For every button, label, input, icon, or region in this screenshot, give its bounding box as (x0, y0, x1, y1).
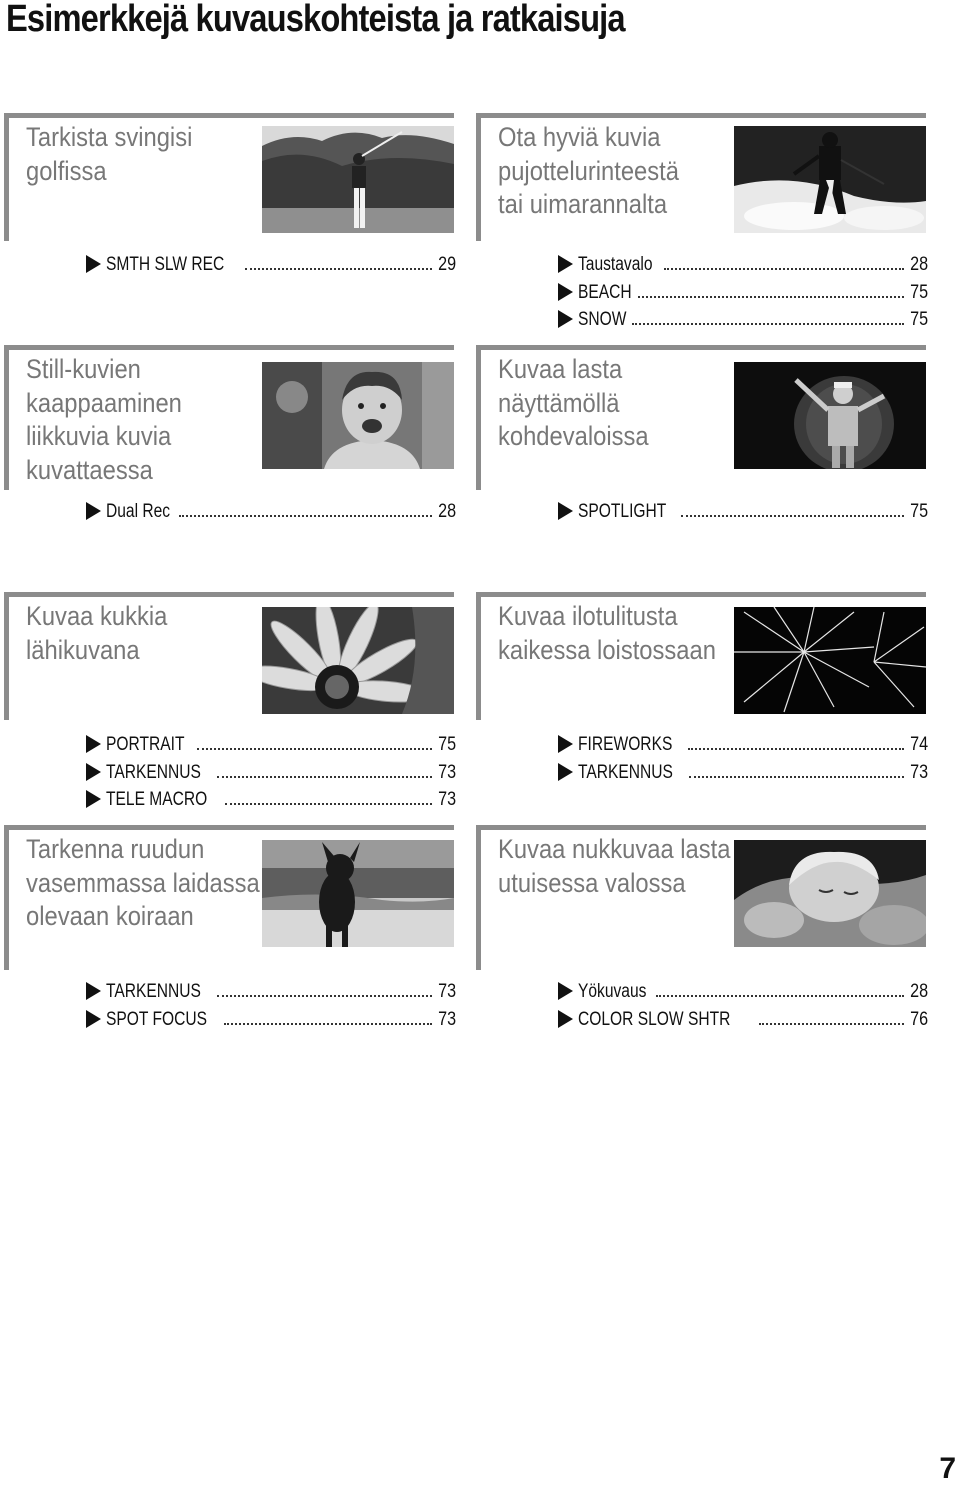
ref-item[interactable]: TARKENNUS 73 (86, 979, 456, 1007)
ref-item[interactable]: SPOTLIGHT 75 (558, 499, 928, 527)
ref-item[interactable]: Dual Rec 28 (86, 499, 456, 527)
card-title: Kuvaa nukkuvaa lasta utuisessa valossa (498, 834, 731, 898)
card-golf (4, 113, 454, 241)
golfer-photo (262, 126, 454, 233)
play-arrow-icon (86, 763, 101, 781)
refs-flowers (86, 732, 456, 815)
ref-item[interactable]: SMTH SLW REC 29 (86, 252, 456, 280)
play-arrow-icon (86, 255, 101, 273)
ref-item[interactable]: TELE MACRO 73 (86, 787, 456, 815)
stage-child-photo (734, 362, 926, 469)
refs-ski (558, 252, 928, 335)
dog-photo (262, 840, 454, 947)
card-fireworks (476, 592, 926, 720)
refs-fireworks (558, 732, 928, 787)
flower-photo (262, 607, 454, 714)
card-title: Kuvaa lasta näyttämöllä kohdevaloissa (498, 354, 649, 451)
ref-item[interactable]: Yökuvaus 28 (558, 979, 928, 1007)
ref-item[interactable]: PORTRAIT 75 (86, 732, 456, 760)
play-arrow-icon (86, 502, 101, 520)
ref-item[interactable]: TARKENNUS 73 (86, 760, 456, 788)
child-photo (262, 362, 454, 469)
ref-item[interactable]: Taustavalo 28 (558, 252, 928, 280)
card-spotlight (476, 345, 926, 490)
skier-photo (734, 126, 926, 233)
play-arrow-icon (558, 502, 573, 520)
ref-item[interactable]: FIREWORKS 74 (558, 732, 928, 760)
card-title: Still-kuvien kaappaaminen liikkuvia kuvia kuvattaessa (26, 354, 182, 485)
refs-golf (86, 252, 456, 280)
card-title: Ota hyviä kuvia pujottelurinteestä tai uimarannalta (498, 122, 679, 219)
ref-item[interactable]: BEACH 75 (558, 280, 928, 308)
card-still-capture (4, 345, 454, 490)
card-title: Kuvaa ilotulitusta kaikessa loistossaan (498, 601, 716, 665)
card-title: Tarkista svingisi golfissa (26, 122, 193, 186)
play-arrow-icon (86, 982, 101, 1000)
play-arrow-icon (86, 790, 101, 808)
card-title: Kuvaa kukkia lähikuvana (26, 601, 168, 665)
page-title: Esimerkkejä kuvauskohteista ja ratkaisuja (6, 0, 625, 40)
page-number: 7 (939, 1452, 956, 1485)
card-sleeping-baby (476, 825, 926, 970)
ref-item[interactable]: SPOT FOCUS 73 (86, 1007, 456, 1035)
refs-still-capture (86, 499, 456, 527)
refs-spotlight (558, 499, 928, 527)
card-flowers (4, 592, 454, 720)
fireworks-photo (734, 607, 926, 714)
play-arrow-icon (558, 735, 573, 753)
play-arrow-icon (86, 735, 101, 753)
play-arrow-icon (558, 763, 573, 781)
ref-item[interactable]: TARKENNUS 73 (558, 760, 928, 788)
play-arrow-icon (86, 1010, 101, 1028)
play-arrow-icon (558, 1010, 573, 1028)
sleeping-baby-photo (734, 840, 926, 947)
play-arrow-icon (558, 283, 573, 301)
ref-item[interactable]: SNOW 75 (558, 307, 928, 335)
play-arrow-icon (558, 310, 573, 328)
card-dog (4, 825, 454, 970)
refs-dog (86, 979, 456, 1034)
card-title: Tarkenna ruudun vasemmassa laidassa olevaan koiraan (26, 834, 260, 931)
play-arrow-icon (558, 982, 573, 1000)
card-ski (476, 113, 926, 241)
play-arrow-icon (558, 255, 573, 273)
ref-item[interactable]: COLOR SLOW SHTR 76 (558, 1007, 928, 1035)
refs-sleeping-baby (558, 979, 928, 1034)
